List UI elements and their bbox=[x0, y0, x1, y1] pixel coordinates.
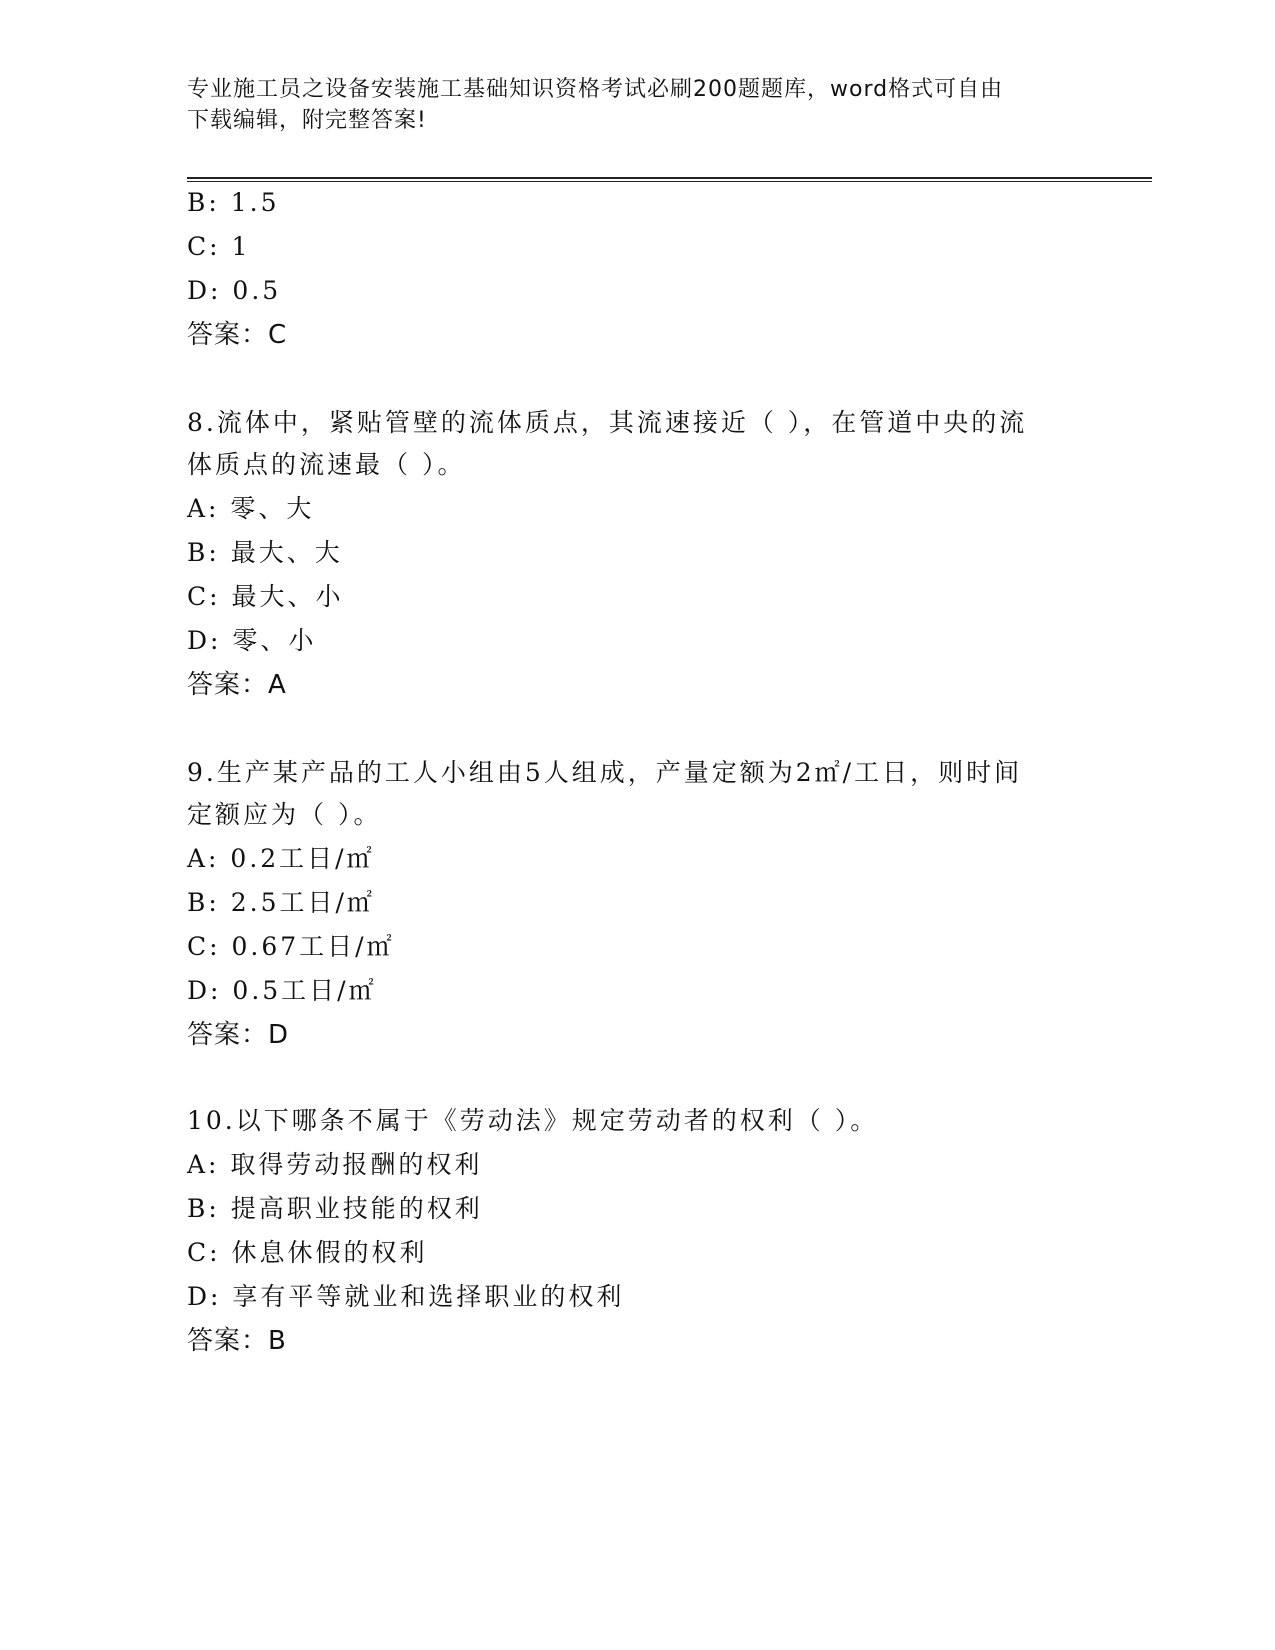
q10-option-c: C: 休息休假的权利 bbox=[187, 1238, 428, 1267]
header-line-2: 下载编辑，附完整答案! bbox=[187, 108, 427, 133]
q8-option-b: B: 最大、大 bbox=[187, 538, 343, 567]
q9-option-d: D: 0.5工日/㎡ bbox=[187, 976, 377, 1005]
q9-stem-line-1: 9.生产某产品的工人小组由5人组成，产量定额为2㎡/工日，则时间 bbox=[187, 758, 1023, 787]
q8-option-a: A: 零、大 bbox=[187, 494, 315, 523]
q8-answer: 答案：A bbox=[187, 670, 287, 700]
q8-stem-line-2: 体质点的流速最（ ）。 bbox=[187, 450, 466, 479]
q9-option-b: B: 2.5工日/㎡ bbox=[187, 888, 375, 917]
q7-option-b: B: 1.5 bbox=[187, 188, 280, 217]
q7-answer: 答案：C bbox=[187, 320, 288, 350]
header-divider bbox=[187, 177, 1152, 182]
q10-option-b: B: 提高职业技能的权利 bbox=[187, 1194, 483, 1223]
q10-answer: 答案：B bbox=[187, 1326, 287, 1356]
q7-option-d: D: 0.5 bbox=[187, 276, 282, 305]
q10-option-a: A: 取得劳动报酬的权利 bbox=[187, 1150, 483, 1179]
q9-answer: 答案：D bbox=[187, 1020, 290, 1050]
q9-option-c: C: 0.67工日/㎡ bbox=[187, 932, 395, 961]
q8-stem-line-1: 8.流体中，紧贴管壁的流体质点，其流速接近（ ），在管道中央的流 bbox=[187, 408, 1028, 437]
q9-option-a: A: 0.2工日/㎡ bbox=[187, 844, 375, 873]
q8-option-c: C: 最大、小 bbox=[187, 582, 344, 611]
q10-stem-line-1: 10.以下哪条不属于《劳动法》规定劳动者的权利（ ）。 bbox=[187, 1106, 879, 1135]
q10-option-d: D: 享有平等就业和选择职业的权利 bbox=[187, 1282, 625, 1311]
document-header bbox=[187, 74, 1067, 136]
header-line-1: 专业施工员之设备安装施工基础知识资格考试必刷200题题库，word格式可自由 bbox=[187, 77, 1004, 102]
q7-option-c: C: 1 bbox=[187, 232, 251, 261]
q9-stem-line-2: 定额应为（ ）。 bbox=[187, 800, 382, 829]
q8-option-d: D: 零、小 bbox=[187, 626, 317, 655]
